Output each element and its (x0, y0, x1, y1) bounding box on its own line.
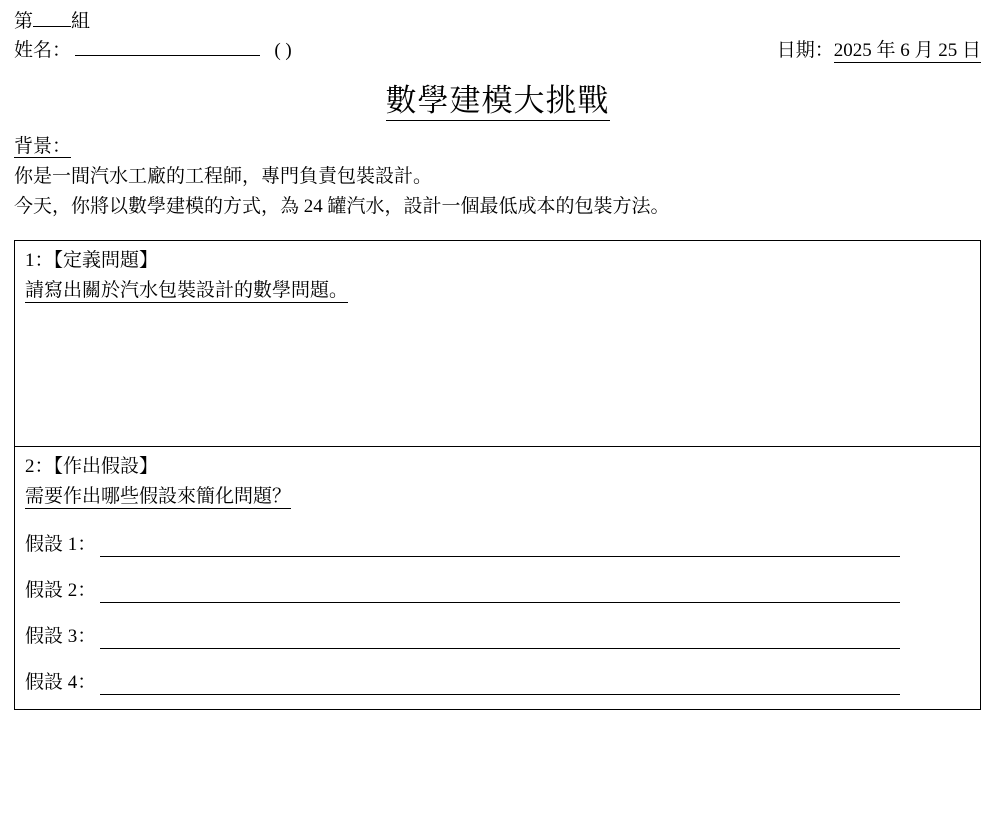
name-date-row (14, 37, 981, 65)
section-1-prompt (25, 277, 970, 305)
section-2-prompt (25, 483, 970, 511)
name-label: 姓名： (14, 40, 72, 61)
assumption-row (25, 625, 970, 649)
assumption-row (25, 579, 970, 603)
group-suffix-label: 組 (71, 11, 91, 32)
class-number-paren[interactable]: ( ) (274, 40, 292, 61)
assumption-3-input[interactable] (100, 628, 900, 649)
group-number-blank[interactable] (33, 8, 71, 27)
assumption-1-input[interactable] (100, 536, 900, 557)
background-section (0, 126, 995, 222)
assumption-3-label: 假設 3： (25, 626, 97, 647)
tasks-box (14, 240, 981, 710)
background-label-text: 背景： (14, 136, 72, 157)
date-block (777, 37, 981, 65)
assumption-2-input[interactable] (100, 582, 900, 603)
section-1-prompt-text: 請寫出關於汽水包裝設計的數學問題。 (25, 280, 349, 301)
date-value[interactable]: 2025 年 6 月 25 日 (833, 40, 981, 61)
section-assumptions (15, 446, 980, 709)
assumption-row (25, 533, 970, 557)
assumption-4-label: 假設 4： (25, 672, 97, 693)
document-header (0, 0, 995, 65)
background-line-1: 你是一間汽水工廠的工程師，專門負責包裝設計。 (14, 166, 433, 187)
section-2-prompt-text: 需要作出哪些假設來簡化問題？ (25, 486, 292, 507)
date-label: 日期： (776, 40, 834, 61)
assumption-4-input[interactable] (100, 674, 900, 695)
section-2-title: 2：【作出假設】 (25, 456, 159, 477)
section-define-problem (15, 241, 980, 446)
assumption-2-label: 假設 2： (25, 580, 97, 601)
page-title-text: 數學建模大挑戰 (386, 83, 610, 121)
assumption-row (25, 671, 970, 695)
group-row (14, 8, 981, 36)
group-prefix-label: 第 (14, 11, 34, 32)
section-1-title: 1：【定義問題】 (25, 250, 159, 271)
name-blank[interactable] (75, 37, 260, 56)
background-line-2: 今天，你將以數學建模的方式，為 24 罐汽水，設計一個最低成本的包裝方法。 (14, 196, 670, 217)
page-title (0, 75, 995, 120)
assumption-1-label: 假設 1： (25, 534, 97, 555)
background-label (14, 132, 71, 162)
